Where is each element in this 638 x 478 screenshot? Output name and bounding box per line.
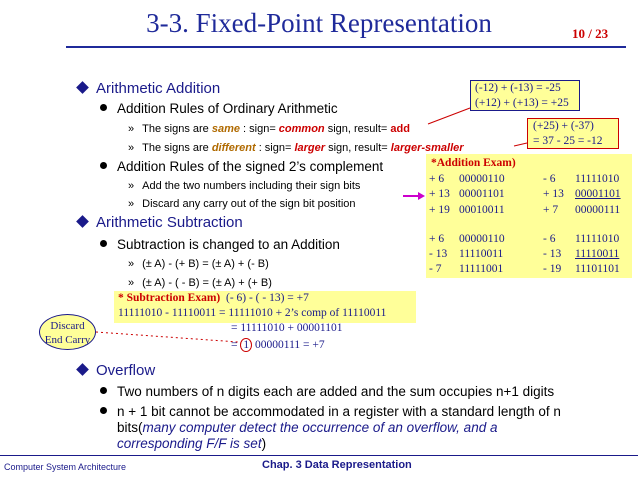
sub-rule-2: » (± A) - ( - B) = (± A) + (+ B) bbox=[128, 277, 272, 289]
chevron-bullet-icon: » bbox=[128, 180, 135, 192]
subtraction-exam-line2: 11111010 - 11110011 = 11111010 + 2’s comp of 11110011 bbox=[118, 307, 387, 319]
page-number: 10 / 23 bbox=[572, 26, 609, 41]
footer-course-title: Computer System Architecture bbox=[4, 462, 127, 472]
overflow-point-2-cont: bits(many computer detect the occurrence of an overflow, and a bbox=[117, 420, 498, 435]
arrow-head-icon bbox=[418, 192, 425, 200]
addition-exam-row: + 19 00010011 + 7 00000111 bbox=[429, 204, 621, 216]
addition-exam-row: - 13 11110011 - 13 11110011 bbox=[429, 248, 620, 260]
bullet-overflow: Overflow bbox=[78, 362, 155, 379]
addition-exam-row: - 7 11111001 - 19 11101101 bbox=[429, 263, 620, 275]
addition-exam-row: + 6 00000110 - 6 11111010 bbox=[429, 233, 620, 245]
addition-exam-row: + 6 00000110 - 6 11111010 bbox=[429, 173, 620, 185]
bullet-add-rules-ordinary: Addition Rules of Ordinary Arithmetic bbox=[100, 101, 338, 116]
bullet-arithmetic-subtraction: Arithmetic Subtraction bbox=[78, 214, 243, 231]
footer-chapter-title: Chap. 3 Data Representation bbox=[262, 459, 412, 471]
example-callout-right: (+25) + (-37) = 37 - 25 = -12 bbox=[527, 118, 619, 149]
diamond-bullet-icon bbox=[76, 363, 89, 376]
rule-same-signs: » The signs are same : sign= common sign, result= add bbox=[128, 123, 410, 135]
subtraction-exam-line4: = 1 00000111 = +7 bbox=[231, 339, 325, 351]
subtraction-exam-line3: = 11111010 + 00001101 bbox=[231, 322, 343, 334]
chevron-bullet-icon: » bbox=[128, 277, 135, 289]
overflow-point-2-cont2: corresponding F/F is set) bbox=[117, 436, 267, 451]
sub-rule-1: » (± A) - (+ B) = (± A) + (- B) bbox=[128, 258, 269, 270]
chevron-bullet-icon: » bbox=[128, 123, 135, 135]
addition-exam-row: + 13 00001101 + 13 00001101 bbox=[429, 188, 621, 200]
chevron-bullet-icon: » bbox=[128, 198, 135, 210]
dot-bullet-icon bbox=[100, 387, 107, 394]
example-callout-top: (-12) + (-13) = -25 (+12) + (+13) = +25 bbox=[470, 80, 580, 111]
addition-exam-heading: *Addition Exam) bbox=[431, 157, 516, 169]
subtraction-exam-heading: * Subtraction Exam) (- 6) - ( - 13) = +7 bbox=[118, 292, 309, 304]
carry-bit-circle: 1 bbox=[240, 338, 252, 352]
bullet-sub-changed: Subtraction is changed to an Addition bbox=[100, 237, 340, 252]
page-title: 3-3. Fixed-Point Representation bbox=[146, 8, 492, 38]
footer-rule bbox=[0, 455, 638, 456]
signed-rule-1: » Add the two numbers including their sign bits bbox=[128, 180, 361, 192]
bullet-arithmetic-addition: Arithmetic Addition bbox=[78, 80, 220, 97]
dot-bullet-icon bbox=[100, 407, 107, 414]
discard-end-carry-callout: Discard End Carry bbox=[39, 314, 96, 350]
signed-rule-2: » Discard any carry out of the sign bit position bbox=[128, 198, 356, 210]
chevron-bullet-icon: » bbox=[128, 142, 135, 154]
overflow-point-1: Two numbers of n digits each are added and the sum occupies n+1 digits bbox=[100, 384, 554, 399]
overflow-point-2: n + 1 bit cannot be accommodated in a register with a standard length of n bbox=[100, 404, 561, 419]
rule-different-signs: » The signs are different : sign= larger sign, result= larger-smaller bbox=[128, 142, 464, 154]
bullet-add-rules-signed: Addition Rules of the signed 2’s complement bbox=[100, 159, 383, 174]
chevron-bullet-icon: » bbox=[128, 258, 135, 270]
